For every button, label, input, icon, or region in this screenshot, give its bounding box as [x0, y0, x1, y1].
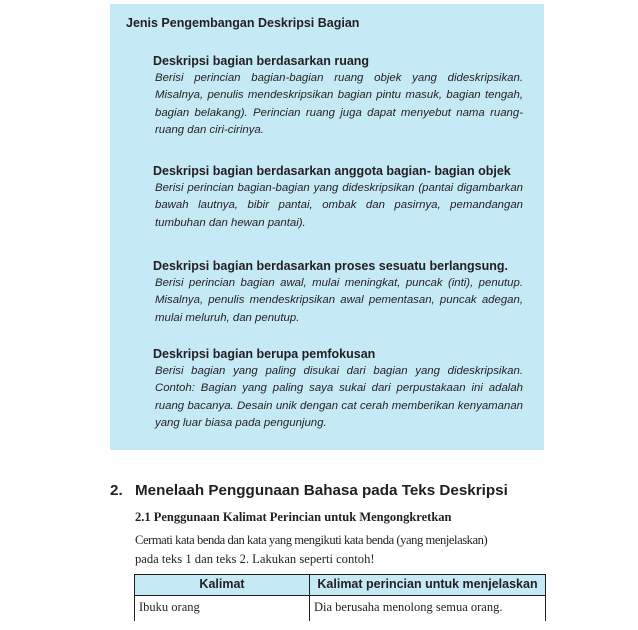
- paragraph-line: Cermati kata benda dan kata yang mengikuti kata benda (yang menjelaskan): [135, 533, 488, 547]
- section-anggota-bagian: [155, 162, 523, 232]
- section-heading: [110, 482, 508, 499]
- section-body: Berisi perincian bagian-bagian ruang objek yang dideskripsikan. Misalnya, penulis mendeskripsikan bagian pintu masuk, bagian tengah, bagian belakang). Perincian ruang juga dapat menyebut nama ruang-ruang dan ciri-cirinya.: [155, 72, 523, 136]
- column-header-perincian: Kalimat perincian untuk menjelaskan: [310, 575, 546, 596]
- table-row: [135, 596, 546, 622]
- subheading: 2.1 Penggunaan Kalimat Perincian untuk Mengongkretkan: [135, 510, 452, 524]
- instruction-paragraph: [135, 531, 547, 568]
- section-ruang: [155, 52, 523, 139]
- heading-number: 2.: [110, 482, 123, 499]
- table-header-row: [135, 575, 546, 596]
- section-title: Deskripsi bagian berdasarkan anggota bagian- bagian objek: [153, 164, 511, 178]
- section-title: Deskripsi bagian berdasarkan ruang: [153, 54, 370, 68]
- section-pemfokusan: [155, 345, 523, 432]
- paragraph-line: pada teks 1 dan teks 2. Lakukan seperti contoh!: [135, 551, 375, 566]
- section-title: Deskripsi bagian berdasarkan proses sesuatu berlangsung.: [153, 259, 508, 273]
- section-proses: [155, 257, 523, 327]
- section-body: Berisi perincian bagian-bagian yang dideskripsikan (pantai digambarkan bawah lautnya, bibir pantai, ombak dan pasirnya, pemandangan tumbuhan dan hewan pantai).: [155, 182, 523, 229]
- heading-text: Menelaah Penggunaan Bahasa pada Teks Deskripsi: [135, 482, 508, 499]
- section-title: Deskripsi bagian berupa pemfokusan: [153, 347, 376, 361]
- column-header-kalimat: Kalimat: [135, 575, 310, 596]
- exercise-table: [134, 574, 546, 621]
- section-body: Berisi bagian yang paling disukai dari bagian yang dideskripsikan. Contoh: Bagian yang paling saya sukai dari perpustakaan ini adalah ruang bacanya. Desain unik dengan cat cerah memberikan kenyamanan yang luar biasa pada pengunjung.: [155, 365, 523, 429]
- section-body: Berisi perincian bagian awal, mulai meningkat, puncak (inti), penutup. Misalnya, penulis mendeskripsikan awal pementasan, puncak adegan, mulai meluruh, dan penutup.: [155, 277, 523, 324]
- table-cell: Dia berusaha menolong semua orang.: [310, 596, 546, 622]
- box-title: Jenis Pengembangan Deskripsi Bagian: [126, 16, 360, 30]
- table-cell: Ibuku orang: [135, 596, 310, 622]
